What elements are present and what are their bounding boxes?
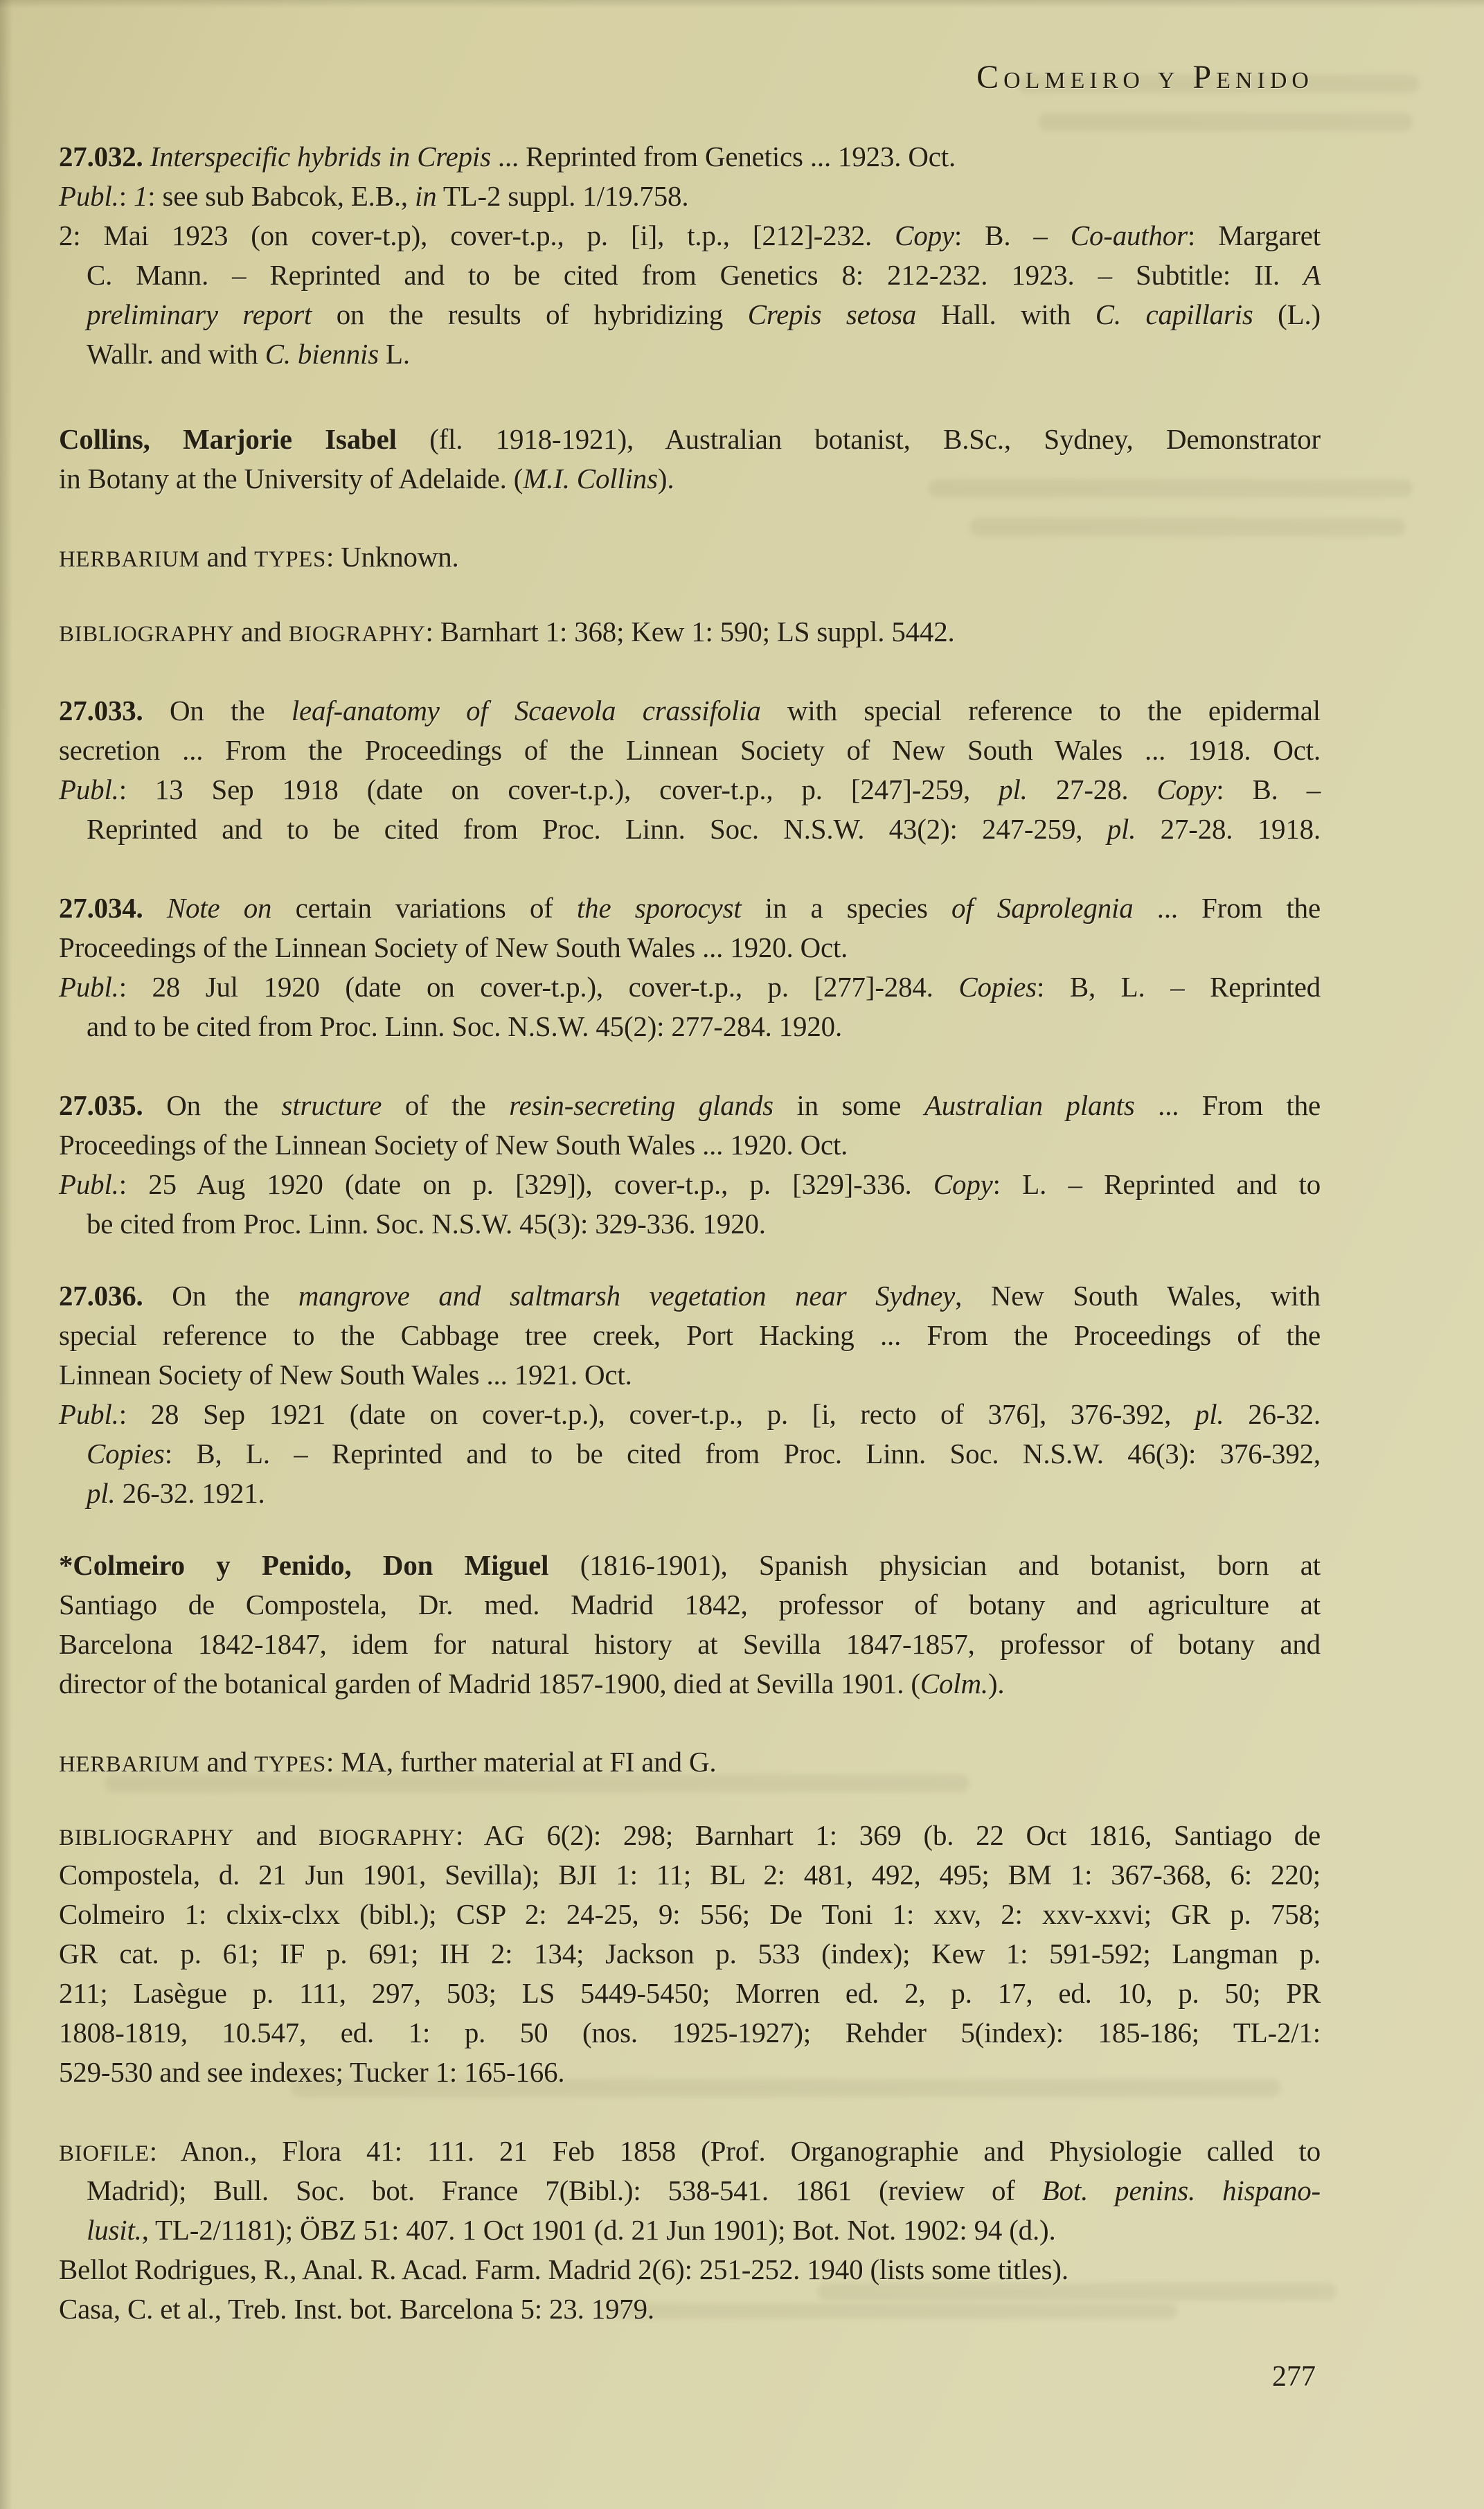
text-run: TL-2 suppl. 1/19.758. bbox=[436, 180, 689, 212]
text-run: the sporocyst bbox=[576, 892, 742, 924]
text-run: Reprinted and to be cited from Proc. Linn. Soc. N.S.W. 43(2): 247-259, bbox=[87, 813, 1107, 845]
text-run: on the results of hybridizing bbox=[312, 298, 748, 330]
text-line bbox=[59, 810, 1321, 849]
text-run: preliminary report bbox=[87, 298, 312, 330]
text-line bbox=[59, 216, 1321, 256]
text-run: Hall. with bbox=[916, 298, 1096, 330]
bibliography-biography-colmeiro bbox=[59, 1816, 1321, 2092]
text-run: : Unknown. bbox=[325, 541, 459, 573]
entry-27.034-publ bbox=[59, 967, 1321, 1046]
text-run: pl. bbox=[999, 774, 1028, 805]
text-run: Copies bbox=[87, 1438, 165, 1470]
text-run: Copy bbox=[1156, 774, 1217, 805]
text-run: Colm. bbox=[920, 1668, 988, 1699]
text-line bbox=[59, 1125, 1321, 1165]
text-line bbox=[59, 1276, 1321, 1316]
text-run: resin-secreting glands bbox=[509, 1089, 774, 1121]
text-run: BIOGRAPHY bbox=[288, 622, 426, 647]
text-line bbox=[59, 1165, 1321, 1204]
text-run: 27.032. bbox=[59, 141, 150, 172]
text-run: Barcelona 1842-1847, idem for natural history at Sevilla 1847-1857, professor of botany and bbox=[59, 1628, 1321, 1660]
text-run: Publ. bbox=[59, 971, 119, 1003]
text-run: HERBARIUM bbox=[59, 547, 200, 572]
text-run: 27.034. bbox=[59, 892, 167, 924]
text-run: pl. bbox=[1195, 1398, 1224, 1430]
text-run: HERBARIUM bbox=[59, 1752, 200, 1777]
entry-27.035-title bbox=[59, 1086, 1321, 1165]
text-line bbox=[59, 1007, 1321, 1046]
text-run: Linnean Society of New South Wales ... 1921. Oct. bbox=[59, 1359, 632, 1391]
text-run: : 28 Sep 1921 (date on cover-t.p.), cover-t.p., p. [i, recto of 376], 376-392, bbox=[118, 1398, 1195, 1430]
biofile-colmeiro-ref-1 bbox=[59, 2132, 1321, 2250]
text-run: Proceedings of the Linnean Society of New South Wales ... 1920. Oct. bbox=[59, 1129, 848, 1161]
text-line bbox=[59, 1086, 1321, 1125]
text-line bbox=[59, 1585, 1321, 1625]
text-line bbox=[59, 1204, 1321, 1244]
text-run: : MA, further material at FI and G. bbox=[325, 1746, 717, 1778]
entry-27.033-publ bbox=[59, 770, 1321, 849]
text-run: GR cat. p. 61; IF p. 691; IH 2: 134; Jackson p. 533 (index); Kew 1: 591-592; Langman p. bbox=[59, 1938, 1321, 1970]
text-line bbox=[59, 1625, 1321, 1664]
text-run: 529-530 and see indexes; Tucker 1: 165-166. bbox=[59, 2056, 565, 2088]
text-run: : Barnhart 1: 368; Kew 1: 590; LS suppl. 5442. bbox=[425, 616, 955, 648]
text-run: Publ. bbox=[59, 1398, 119, 1430]
text-line bbox=[59, 2250, 1321, 2289]
biofile-colmeiro-ref-2 bbox=[59, 2250, 1321, 2289]
entry-27.032-title-publ bbox=[59, 137, 1321, 216]
text-run: Wallr. and with bbox=[87, 338, 265, 370]
text-run: C. capillaris bbox=[1095, 298, 1253, 330]
text-line bbox=[59, 177, 1321, 216]
text-run: A bbox=[1303, 259, 1321, 291]
text-run: On the bbox=[169, 695, 292, 726]
text-line bbox=[59, 459, 1321, 499]
text-line bbox=[59, 1546, 1321, 1585]
text-run: Interspecific hybrids in Crepis bbox=[150, 141, 491, 172]
text-run: in bbox=[415, 180, 437, 212]
text-run: Copy bbox=[933, 1168, 993, 1200]
text-run: Co-author bbox=[1070, 220, 1188, 251]
text-line bbox=[59, 1474, 1321, 1513]
text-run: : Anon., Flora 41: 111. 21 Feb 1858 (Prof. Organographie and Physiologie called to bbox=[149, 2135, 1321, 2167]
text-run: Santiago de Compostela, Dr. med. Madrid 1842, professor of botany and agriculture at bbox=[59, 1589, 1321, 1620]
text-line bbox=[59, 889, 1321, 928]
text-run: Australian plants bbox=[924, 1089, 1135, 1121]
text-run: BIOGRAPHY bbox=[319, 1825, 456, 1850]
text-line bbox=[59, 967, 1321, 1007]
text-line bbox=[59, 2013, 1321, 2053]
heading-collins bbox=[59, 420, 1321, 499]
text-run: 27.033. bbox=[59, 695, 170, 726]
text-run: BIBLIOGRAPHY bbox=[59, 622, 234, 647]
text-run: 1808-1819, 10.547, ed. 1: p. 50 (nos. 1925-1927); Rehder 5(index): 185-186; TL-2/1: bbox=[59, 2017, 1321, 2048]
text-run: (fl. 1918-1921), Australian botanist, B.Sc., Sydney, Demonstrator bbox=[396, 423, 1321, 455]
text-run: : B. – bbox=[954, 220, 1071, 251]
text-run: : B, L. – Reprinted and to be cited from Proc. Linn. Soc. N.S.W. 46(3): 376-392, bbox=[164, 1438, 1321, 1470]
text-run: C. Mann. – Reprinted and to be cited from Genetics 8: 212-232. 1923. – Subtitle: II. bbox=[87, 259, 1304, 291]
text-line bbox=[59, 2053, 1321, 2092]
text-run: TYPES bbox=[254, 547, 326, 572]
text-run: : L. – Reprinted and to bbox=[992, 1168, 1321, 1200]
text-run: M.I. Collins bbox=[523, 463, 658, 494]
bibliography-biography-collins bbox=[59, 612, 1321, 652]
text-run: director of the botanical garden of Madrid 1857-1900, died at Sevilla 1901. ( bbox=[59, 1668, 920, 1699]
heading-colmeiro-y-penido bbox=[59, 1546, 1321, 1704]
text-line bbox=[59, 691, 1321, 731]
text-run: : 13 Sep 1918 (date on cover-t.p.), cover-t.p., p. [247]-259, bbox=[118, 774, 999, 805]
text-line bbox=[59, 2171, 1321, 2211]
page-number: 277 bbox=[1272, 2361, 1316, 2393]
text-run: : 28 Jul 1920 (date on cover-t.p.), cover-t.p., p. [277]-284. bbox=[118, 971, 959, 1003]
text-run: special reference to the Cabbage tree creek, Port Hacking ... From the Proceedings of the bbox=[59, 1319, 1321, 1351]
text-run: mangrove and saltmarsh vegetation near Sydney bbox=[298, 1280, 956, 1312]
text-run: in a species bbox=[741, 892, 952, 924]
text-line bbox=[59, 1664, 1321, 1704]
text-run: ). bbox=[657, 463, 674, 494]
text-line bbox=[59, 420, 1321, 459]
text-run: in Botany at the University of Adelaide. ( bbox=[59, 463, 524, 494]
text-line bbox=[59, 928, 1321, 967]
text-run: 26-32. 1921. bbox=[115, 1477, 265, 1509]
text-run: , TL-2/1181); ÖBZ 51: 407. 1 Oct 1901 (d. 21 Jun 1901); Bot. Not. 1902: 94 (d.). bbox=[141, 2214, 1056, 2246]
text-run: BIOFILE bbox=[59, 2141, 150, 2166]
text-run: Copies bbox=[958, 971, 1037, 1003]
running-header: Colmeiro y Penido bbox=[976, 59, 1314, 96]
text-line bbox=[59, 2289, 1321, 2329]
biofile-colmeiro-ref-3 bbox=[59, 2289, 1321, 2329]
text-run: of Saprolegnia bbox=[951, 892, 1134, 924]
text-line bbox=[59, 256, 1321, 295]
text-run: ... From the bbox=[1133, 892, 1321, 924]
text-run: : B. – bbox=[1216, 774, 1321, 805]
text-line bbox=[59, 731, 1321, 770]
text-run: and bbox=[199, 1746, 255, 1778]
text-run: , New South Wales, with bbox=[955, 1280, 1321, 1312]
entry-27.032-publ-2 bbox=[59, 216, 1321, 374]
text-run: : Margaret bbox=[1187, 220, 1321, 251]
text-run: 26-32. bbox=[1224, 1398, 1321, 1430]
text-run: of the bbox=[382, 1089, 510, 1121]
text-run: be cited from Proc. Linn. Soc. N.S.W. 45(3): 329-336. 1920. bbox=[87, 1208, 766, 1240]
text-line bbox=[59, 612, 1321, 652]
text-line bbox=[59, 1316, 1321, 1355]
herbarium-types-collins bbox=[59, 537, 1321, 577]
text-run: L. bbox=[378, 338, 410, 370]
entry-27.036-publ bbox=[59, 1395, 1321, 1513]
text-line bbox=[59, 537, 1321, 577]
text-run: pl. bbox=[87, 1477, 116, 1509]
herbarium-types-colmeiro bbox=[59, 1742, 1321, 1782]
text-run: secretion ... From the Proceedings of the Linnean Society of New South Wales ... 1918. Oct. bbox=[59, 734, 1321, 766]
text-run: with special reference to the epidermal bbox=[760, 695, 1321, 726]
text-run: Proceedings of the Linnean Society of New South Wales ... 1920. Oct. bbox=[59, 931, 848, 963]
text-run: in some bbox=[773, 1089, 924, 1121]
text-line bbox=[59, 1816, 1321, 1855]
text-run: leaf-anatomy of Scaevola crassifolia bbox=[291, 695, 761, 726]
text-line bbox=[59, 137, 1321, 177]
text-run: ... Reprinted from Genetics ... 1923. Oct. bbox=[490, 141, 956, 172]
text-run: Crepis setosa bbox=[747, 298, 917, 330]
text-run: certain variations of bbox=[271, 892, 577, 924]
text-run: ... From the bbox=[1134, 1089, 1321, 1121]
text-run: 27-28. bbox=[1027, 774, 1157, 805]
text-run: Collins, Marjorie Isabel bbox=[59, 423, 397, 455]
text-run: Casa, C. et al., Treb. Inst. bot. Barcelona 5: 23. 1979. bbox=[59, 2293, 654, 2325]
text-run: and bbox=[233, 1819, 319, 1851]
entry-27.036-title bbox=[59, 1276, 1321, 1395]
text-run: : bbox=[118, 180, 134, 212]
text-line bbox=[59, 1895, 1321, 1934]
text-run: : AG 6(2): 298; Barnhart 1: 369 (b. 22 Oct 1816, Santiago de bbox=[456, 1819, 1321, 1851]
text-line bbox=[59, 334, 1321, 374]
text-line bbox=[59, 1434, 1321, 1474]
text-run: ). bbox=[987, 1668, 1005, 1699]
text-run: 27-28. 1918. bbox=[1136, 813, 1321, 845]
text-run: 211; Lasègue p. 111, 297, 503; LS 5449-5450; Morren ed. 2, p. 17, ed. 10, p. 50; PR bbox=[59, 1977, 1321, 2009]
text-run: (L.) bbox=[1253, 298, 1321, 330]
text-run: Note on bbox=[166, 892, 272, 924]
entry-27.033-title bbox=[59, 691, 1321, 770]
text-run: and to be cited from Proc. Linn. Soc. N.S.W. 45(2): 277-284. 1920. bbox=[87, 1010, 842, 1042]
text-line bbox=[59, 2211, 1321, 2250]
text-run: Bot. penins. hispano- bbox=[1042, 2175, 1321, 2206]
text-run: *Colmeiro y Penido, Don Miguel bbox=[59, 1549, 549, 1581]
text-run: On the bbox=[166, 1089, 282, 1121]
text-run: : B, L. – Reprinted bbox=[1037, 971, 1321, 1003]
text-run: TYPES bbox=[254, 1752, 326, 1777]
text-run: lusit. bbox=[87, 2214, 142, 2246]
text-run: Bellot Rodrigues, R., Anal. R. Acad. Farm. Madrid 2(6): 251-252. 1940 (lists some titles). bbox=[59, 2253, 1069, 2285]
text-run: Publ. bbox=[59, 1168, 119, 1200]
text-run: structure bbox=[281, 1089, 382, 1121]
text-run: (1816-1901), Spanish physician and botanist, born at bbox=[548, 1549, 1321, 1581]
text-line bbox=[59, 1395, 1321, 1434]
text-run: C. biennis bbox=[265, 338, 379, 370]
text-line bbox=[59, 1855, 1321, 1895]
text-run: and bbox=[199, 541, 255, 573]
text-line bbox=[59, 1742, 1321, 1782]
text-run: : 25 Aug 1920 (date on p. [329]), cover-t.p., p. [329]-336. bbox=[118, 1168, 933, 1200]
text-run: 1 bbox=[133, 180, 148, 212]
text-run: Madrid); Bull. Soc. bot. France 7(Bibl.): 538-541. 1861 (review of bbox=[87, 2175, 1042, 2206]
text-run: pl. bbox=[1107, 813, 1136, 845]
text-line bbox=[59, 770, 1321, 810]
text-run: BIBLIOGRAPHY bbox=[59, 1825, 234, 1850]
text-run: Publ. bbox=[59, 180, 119, 212]
text-line bbox=[59, 295, 1321, 334]
text-run: and bbox=[233, 616, 289, 648]
text-run: Compostela, d. 21 Jun 1901, Sevilla); BJI 1: 11; BL 2: 481, 492, 495; BM 1: 367-368, 6: 220; bbox=[59, 1859, 1321, 1891]
text-run: : see sub Babcok, E.B., bbox=[147, 180, 415, 212]
text-line bbox=[59, 1974, 1321, 2013]
text-run: On the bbox=[172, 1280, 298, 1312]
entry-27.034-title bbox=[59, 889, 1321, 967]
text-line bbox=[59, 2132, 1321, 2171]
text-line bbox=[59, 1355, 1321, 1395]
text-run: Colmeiro 1: clxix-clxx (bibl.); CSP 2: 24-25, 9: 556; De Toni 1: xxv, 2: xxv-xxvi; GR p. 758; bbox=[59, 1898, 1321, 1930]
text-line bbox=[59, 1934, 1321, 1974]
text-run: 27.035. bbox=[59, 1089, 167, 1121]
text-run: 27.036. bbox=[59, 1280, 172, 1312]
text-run: 2: Mai 1923 (on cover-t.p), cover-t.p., p. [i], t.p., [212]-232. bbox=[59, 220, 895, 251]
text-run: Publ. bbox=[59, 774, 119, 805]
text-run: Copy bbox=[895, 220, 954, 251]
entry-27.035-publ bbox=[59, 1165, 1321, 1244]
